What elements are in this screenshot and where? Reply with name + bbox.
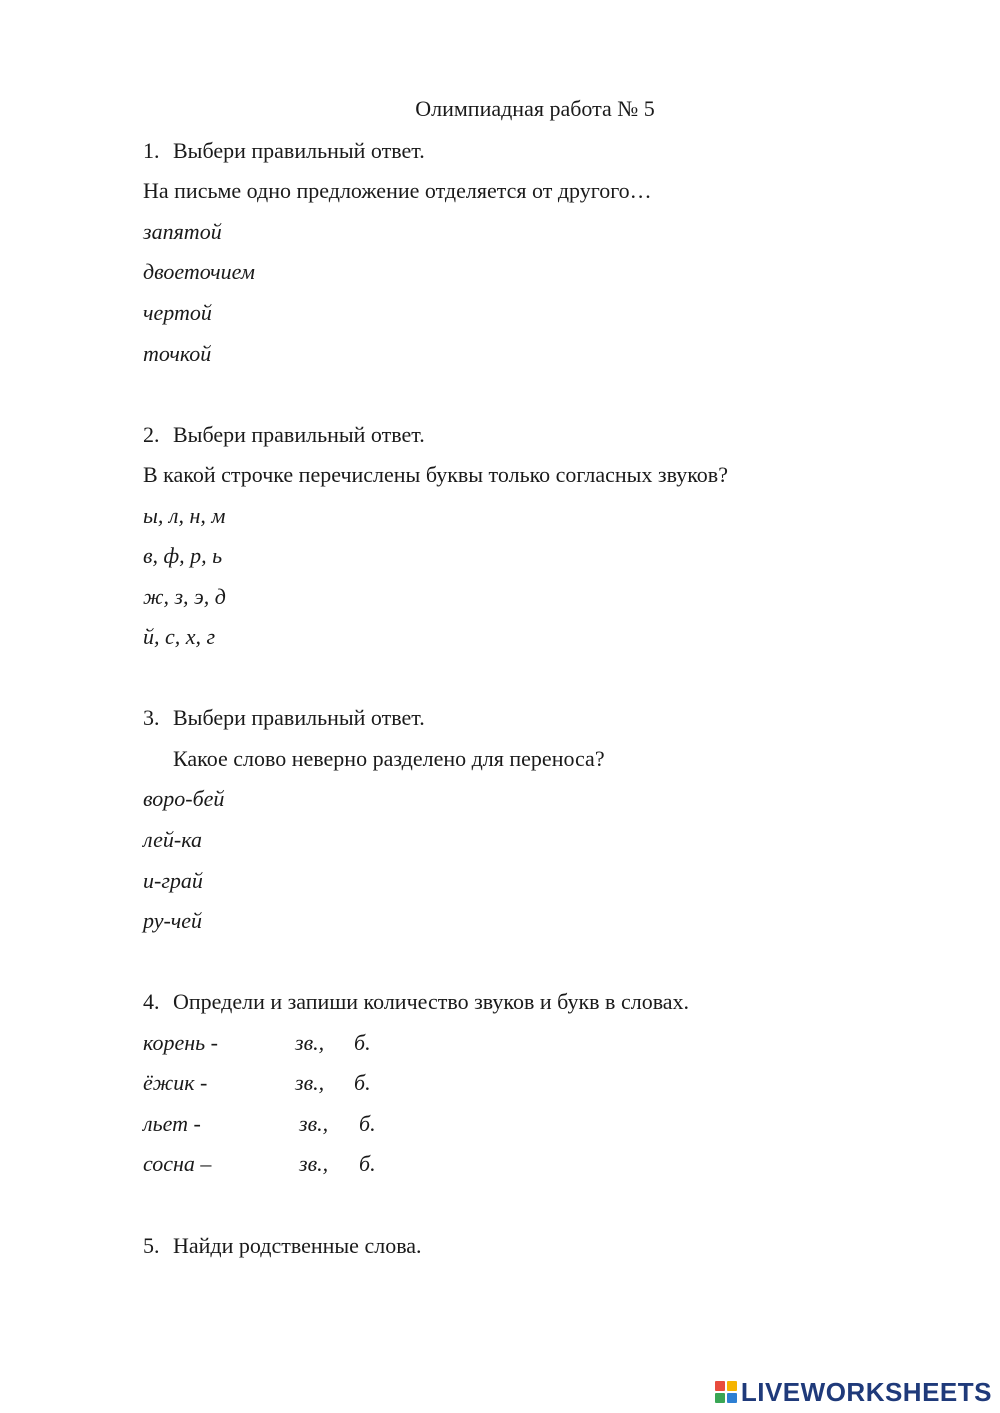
answer-option[interactable]: лей-ка xyxy=(143,827,202,852)
liveworksheets-logo xyxy=(715,1376,992,1407)
answer-option[interactable]: запятой xyxy=(143,219,222,244)
letters-field[interactable]: б. xyxy=(354,1070,371,1095)
answer-option[interactable]: чертой xyxy=(143,300,212,325)
sounds-field[interactable]: зв., xyxy=(295,1030,325,1055)
question-3-text: Какое слово неверно разделено для переноса? xyxy=(173,746,605,771)
question-number: 2. xyxy=(143,422,160,447)
word-label: льет - xyxy=(143,1111,201,1136)
question-2-text: В какой строчке перечислены буквы только согласных звуков? xyxy=(143,462,728,487)
sounds-field[interactable]: зв., xyxy=(299,1111,329,1136)
logo-icon xyxy=(715,1381,737,1403)
question-prompt: Найди родственные слова. xyxy=(173,1233,422,1258)
word-label: корень - xyxy=(143,1030,218,1055)
logo-text: LIVEWORKSHEETS xyxy=(740,1376,992,1407)
answer-option[interactable]: двоеточием xyxy=(143,259,255,284)
page-title: Олимпиадная работа № 5 xyxy=(415,96,655,121)
question-number: 5. xyxy=(143,1233,160,1258)
question-prompt: Определи и запиши количество звуков и букв в словах. xyxy=(173,989,690,1014)
question-3-heading xyxy=(143,705,425,731)
letters-field[interactable]: б. xyxy=(354,1030,371,1055)
question-1-heading xyxy=(143,138,425,164)
letters-field[interactable]: б. xyxy=(359,1111,376,1136)
answer-option[interactable]: ж, з, э, д xyxy=(143,584,226,609)
question-number: 4. xyxy=(143,989,160,1014)
question-4-heading xyxy=(143,989,689,1015)
answer-option[interactable]: и-грай xyxy=(143,868,203,893)
answer-option[interactable]: ру-чей xyxy=(143,908,203,933)
answer-option[interactable]: ы, л, н, м xyxy=(143,503,226,528)
answer-option[interactable]: воро-бей xyxy=(143,786,225,811)
question-number: 3. xyxy=(143,705,160,730)
question-1-text: На письме одно предложение отделяется от другого… xyxy=(143,178,652,203)
answer-option[interactable]: й, с, х, г xyxy=(143,624,216,649)
question-number: 1. xyxy=(143,138,160,163)
question-prompt: Выбери правильный ответ. xyxy=(173,705,425,730)
sounds-field[interactable]: зв., xyxy=(295,1070,325,1095)
letters-field[interactable]: б. xyxy=(359,1151,376,1176)
word-label: сосна – xyxy=(143,1151,212,1176)
question-2-heading xyxy=(143,422,425,448)
sounds-field[interactable]: зв., xyxy=(299,1151,329,1176)
question-prompt: Выбери правильный ответ. xyxy=(173,138,425,163)
answer-option[interactable]: точкой xyxy=(143,341,212,366)
question-prompt: Выбери правильный ответ. xyxy=(173,422,425,447)
answer-option[interactable]: в, ф, р, ь xyxy=(143,543,223,568)
word-label: ёжик - xyxy=(143,1070,208,1095)
question-5-heading xyxy=(143,1233,422,1259)
